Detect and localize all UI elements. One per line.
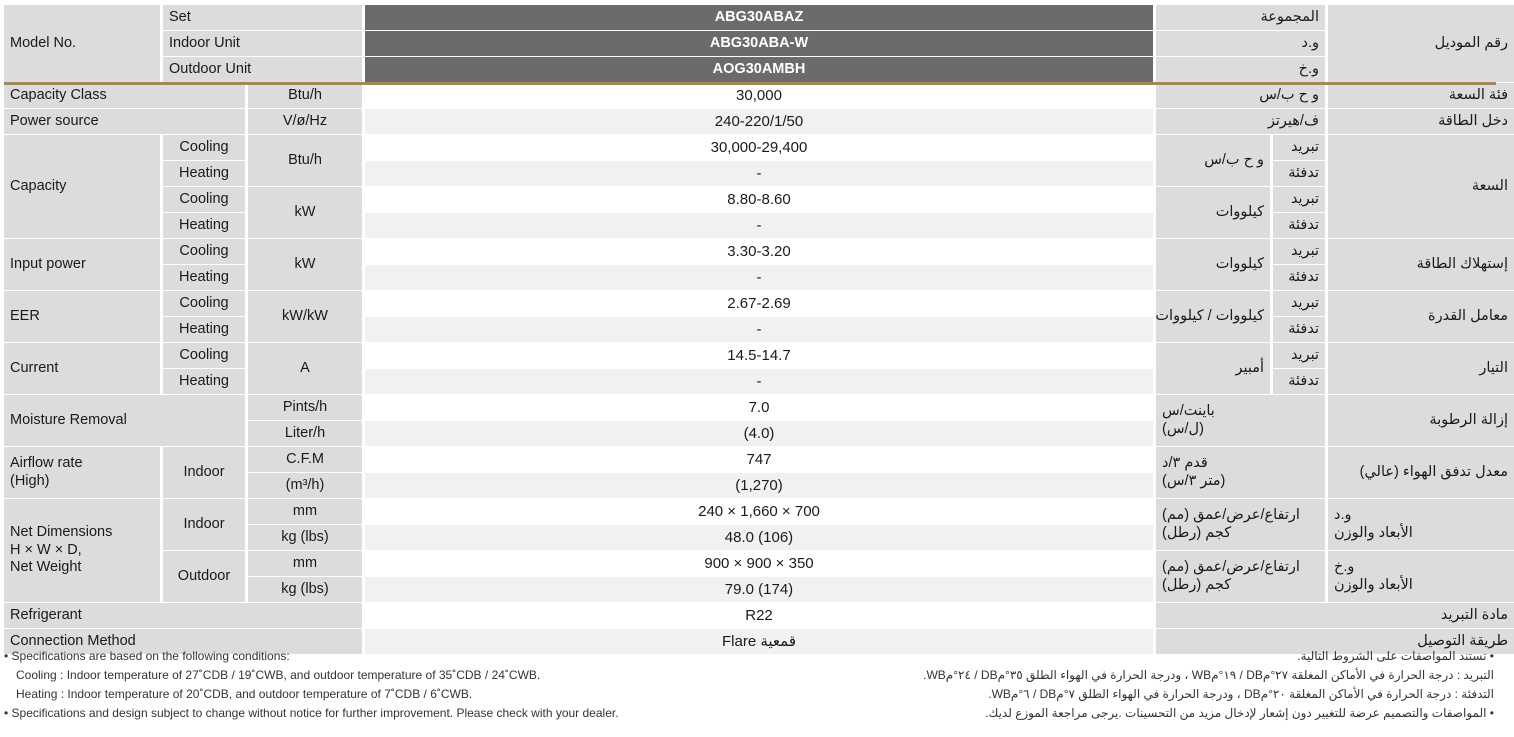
eer-heating-value: -	[365, 317, 1153, 342]
capacity-btu-unit: Btu/h	[248, 135, 362, 186]
dimensions-indoor-unit-ar	[1156, 499, 1325, 550]
indoor-unit-label-ar: و.د	[1156, 31, 1325, 56]
airflow-value-cfm: 747	[365, 447, 1153, 472]
capacity-btu-cooling-ar: تبريد	[1273, 135, 1325, 160]
indoor-model-value: ABG30ABA-W	[365, 31, 1153, 56]
notes-english	[4, 647, 724, 723]
dimensions-indoor-label-ar-2: الأبعاد والوزن	[1334, 524, 1413, 541]
dimensions-outdoor-unit-ar-2: كجم (رطل)	[1162, 576, 1232, 593]
moisture-value-pints: 7.0	[365, 395, 1153, 420]
note-ar-1: • تستند المواصفات على الشروط التالية.	[1297, 649, 1494, 663]
dimensions-outdoor-label: Outdoor	[163, 551, 245, 602]
current-cooling-ar: تبريد	[1273, 343, 1325, 368]
moisture-value-liter: (4.0)	[365, 421, 1153, 446]
eer-cooling-ar: تبريد	[1273, 291, 1325, 316]
dimensions-indoor-label-ar	[1328, 499, 1514, 550]
power-source-unit-ar: ف/هيرتز	[1156, 109, 1325, 134]
moisture-label-ar: إزالة الرطوبة	[1328, 395, 1514, 446]
refrigerant-label-ar: مادة التبريد	[1156, 603, 1514, 628]
power-source-label: Power source	[4, 109, 245, 134]
input-power-cooling-label: Cooling	[163, 239, 245, 264]
dimensions-indoor-size-value: 240 × 1,660 × 700	[365, 499, 1153, 524]
eer-cooling-value: 2.67-2.69	[365, 291, 1153, 316]
dimensions-indoor-unit-mm: mm	[248, 499, 362, 524]
capacity-kw-unit-ar: كيلووات	[1156, 187, 1270, 238]
dimensions-outdoor-unit-ar-1: ارتفاع/عرض/عمق (مم)	[1162, 559, 1300, 576]
refrigerant-value: R22	[365, 603, 1153, 628]
header-divider	[4, 82, 1496, 85]
current-label: Current	[4, 343, 160, 394]
dimensions-indoor-label-ar-1: و.د	[1334, 507, 1352, 524]
moisture-unit-ar	[1156, 395, 1325, 446]
input-power-label: Input power	[4, 239, 160, 290]
moisture-unit-liter: Liter/h	[248, 421, 362, 446]
input-power-label-ar: إستهلاك الطاقة	[1328, 239, 1514, 290]
airflow-value-m3h: (1,270)	[365, 473, 1153, 498]
model-label-ar: رقم الموديل	[1328, 5, 1514, 82]
dimensions-outdoor-unit-kg: kg (lbs)	[248, 577, 362, 602]
eer-heating-ar: تدفئة	[1273, 317, 1325, 342]
eer-unit-ar: كيلووات / كيلووات	[1156, 291, 1270, 342]
current-heating-label: Heating	[163, 369, 245, 394]
input-power-cooling-ar: تبريد	[1273, 239, 1325, 264]
dimensions-indoor-unit-ar-1: ارتفاع/عرض/عمق (مم)	[1162, 507, 1300, 524]
airflow-unit-ar-1: قدم ٣/د	[1162, 455, 1208, 472]
capacity-class-unit: Btu/h	[248, 83, 362, 108]
dimensions-label-line2: H × W × D,	[10, 541, 82, 558]
capacity-class-label-ar: فئة السعة	[1328, 83, 1514, 108]
note-ar-2: التبريد : درجة الحرارة في الأماكن المغلقة ٢٧°مDB / ١٩°مWB ، ودرجة الحرارة في الهواء الطلق ٣٥°مDB / ٢٤°مWB.	[923, 668, 1494, 682]
moisture-unit-pints: Pints/h	[248, 395, 362, 420]
eer-heating-label: Heating	[163, 317, 245, 342]
input-power-unit: kW	[248, 239, 362, 290]
current-cooling-label: Cooling	[163, 343, 245, 368]
connection-value: Flare قمعية	[365, 629, 1153, 654]
eer-cooling-label: Cooling	[163, 291, 245, 316]
set-label-ar: المجموعة	[1156, 5, 1325, 30]
airflow-unit-ar-2: (متر ٣/س)	[1162, 472, 1226, 489]
power-source-label-ar: دخل الطاقة	[1328, 109, 1514, 134]
capacity-class-label: Capacity Class	[4, 83, 245, 108]
dimensions-label-line3: Net Weight	[10, 559, 82, 576]
capacity-btu-cooling-value: 30,000-29,400	[365, 135, 1153, 160]
capacity-btu-heating-label: Heating	[163, 161, 245, 186]
capacity-btu-heating-value: -	[365, 161, 1153, 186]
note-ar-4: • المواصفات والتصميم عرضة للتغيير دون إشعار لإدخال مزيد من التحسينات .يرجى مراجعة الموزع لديك.	[985, 706, 1494, 720]
dimensions-outdoor-label-ar	[1328, 551, 1514, 602]
input-power-unit-ar: كيلووات	[1156, 239, 1270, 290]
connection-label-ar: طريقة التوصيل	[1156, 629, 1514, 654]
dimensions-indoor-label: Indoor	[163, 499, 245, 550]
airflow-unit-m3h: (m³/h)	[248, 473, 362, 498]
dimensions-outdoor-label-ar-1: و.خ	[1334, 559, 1355, 576]
capacity-kw-unit: kW	[248, 187, 362, 238]
airflow-unit-cfm: C.F.M	[248, 447, 362, 472]
capacity-btu-unit-ar: و ح ب/س	[1156, 135, 1270, 186]
airflow-label-line1: Airflow rate	[10, 455, 83, 472]
current-cooling-value: 14.5-14.7	[365, 343, 1153, 368]
eer-label: EER	[4, 291, 160, 342]
capacity-kw-heating-ar: تدفئة	[1273, 213, 1325, 238]
model-label: Model No.	[4, 5, 160, 82]
capacity-kw-cooling-ar: تبريد	[1273, 187, 1325, 212]
current-unit: A	[248, 343, 362, 394]
input-power-heating-label: Heating	[163, 265, 245, 290]
dimensions-outdoor-unit-ar	[1156, 551, 1325, 602]
dimensions-indoor-unit-kg: kg (lbs)	[248, 525, 362, 550]
airflow-label	[4, 447, 160, 498]
capacity-kw-cooling-value: 8.80-8.60	[365, 187, 1153, 212]
dimensions-indoor-weight-value: 48.0 (106)	[365, 525, 1153, 550]
moisture-unit-ar-liter: (ل/س)	[1162, 420, 1204, 437]
eer-unit: kW/kW	[248, 291, 362, 342]
power-source-unit: V/ø/Hz	[248, 109, 362, 134]
refrigerant-label: Refrigerant	[4, 603, 362, 628]
capacity-class-unit-ar: و ح ب/س	[1156, 83, 1325, 108]
outdoor-model-value: AOG30AMBH	[365, 57, 1153, 82]
note-ar-3: التدفئة : درجة الحرارة في الأماكن المغلقة ٢٠°مDB ، ودرجة الحرارة في الهواء الطلق ٧°مDB / ٦°مWB.	[988, 687, 1494, 701]
notes-arabic	[774, 647, 1494, 723]
set-model-value: ABG30ABAZ	[365, 5, 1153, 30]
dimensions-outdoor-weight-value: 79.0 (174)	[365, 577, 1153, 602]
capacity-kw-heating-label: Heating	[163, 213, 245, 238]
indoor-unit-label: Indoor Unit	[163, 31, 362, 56]
outdoor-unit-label: Outdoor Unit	[163, 57, 362, 82]
outdoor-unit-label-ar: و.خ	[1156, 57, 1325, 82]
airflow-indoor-label: Indoor	[163, 447, 245, 498]
current-label-ar: التيار	[1328, 343, 1514, 394]
input-power-heating-value: -	[365, 265, 1153, 290]
note-en-4: • Specifications and design subject to change without notice for further improvement. Please check with your dealer.	[4, 706, 619, 720]
dimensions-indoor-unit-ar-2: كجم (رطل)	[1162, 524, 1232, 541]
airflow-unit-ar	[1156, 447, 1325, 498]
capacity-class-value: 30,000	[365, 83, 1153, 108]
dimensions-outdoor-unit-mm: mm	[248, 551, 362, 576]
capacity-kw-cooling-label: Cooling	[163, 187, 245, 212]
capacity-label: Capacity	[4, 135, 160, 238]
dimensions-outdoor-size-value: 900 × 900 × 350	[365, 551, 1153, 576]
set-label: Set	[163, 5, 362, 30]
moisture-unit-ar-pints: باينت/س	[1162, 403, 1215, 420]
airflow-label-ar: معدل تدفق الهواء (عالي)	[1328, 447, 1514, 498]
input-power-cooling-value: 3.30-3.20	[365, 239, 1153, 264]
note-en-3: Heating : Indoor temperature of 20˚CDB, and outdoor temperature of 7˚CDB / 6˚CWB.	[16, 687, 473, 701]
eer-label-ar: معامل القدرة	[1328, 291, 1514, 342]
power-source-value: 240-220/1/50	[365, 109, 1153, 134]
connection-label: Connection Method	[4, 629, 362, 654]
input-power-heating-ar: تدفئة	[1273, 265, 1325, 290]
dimensions-label-line1: Net Dimensions	[10, 524, 113, 541]
dimensions-label	[4, 499, 160, 602]
dimensions-outdoor-label-ar-2: الأبعاد والوزن	[1334, 576, 1413, 593]
capacity-label-ar: السعة	[1328, 135, 1514, 238]
note-en-2: Cooling : Indoor temperature of 27˚CDB / 19˚CWB, and outdoor temperature of 35˚CDB / 24˚CWB.	[16, 668, 541, 682]
note-en-1: • Specifications are based on the following conditions:	[4, 649, 290, 663]
airflow-label-line2: (High)	[10, 472, 50, 489]
current-unit-ar: أمبير	[1156, 343, 1270, 394]
capacity-btu-heating-ar: تدفئة	[1273, 161, 1325, 186]
capacity-kw-heating-value: -	[365, 213, 1153, 238]
current-heating-ar: تدفئة	[1273, 369, 1325, 394]
capacity-btu-cooling-label: Cooling	[163, 135, 245, 160]
spec-table	[4, 5, 1508, 654]
current-heating-value: -	[365, 369, 1153, 394]
moisture-label: Moisture Removal	[4, 395, 245, 446]
